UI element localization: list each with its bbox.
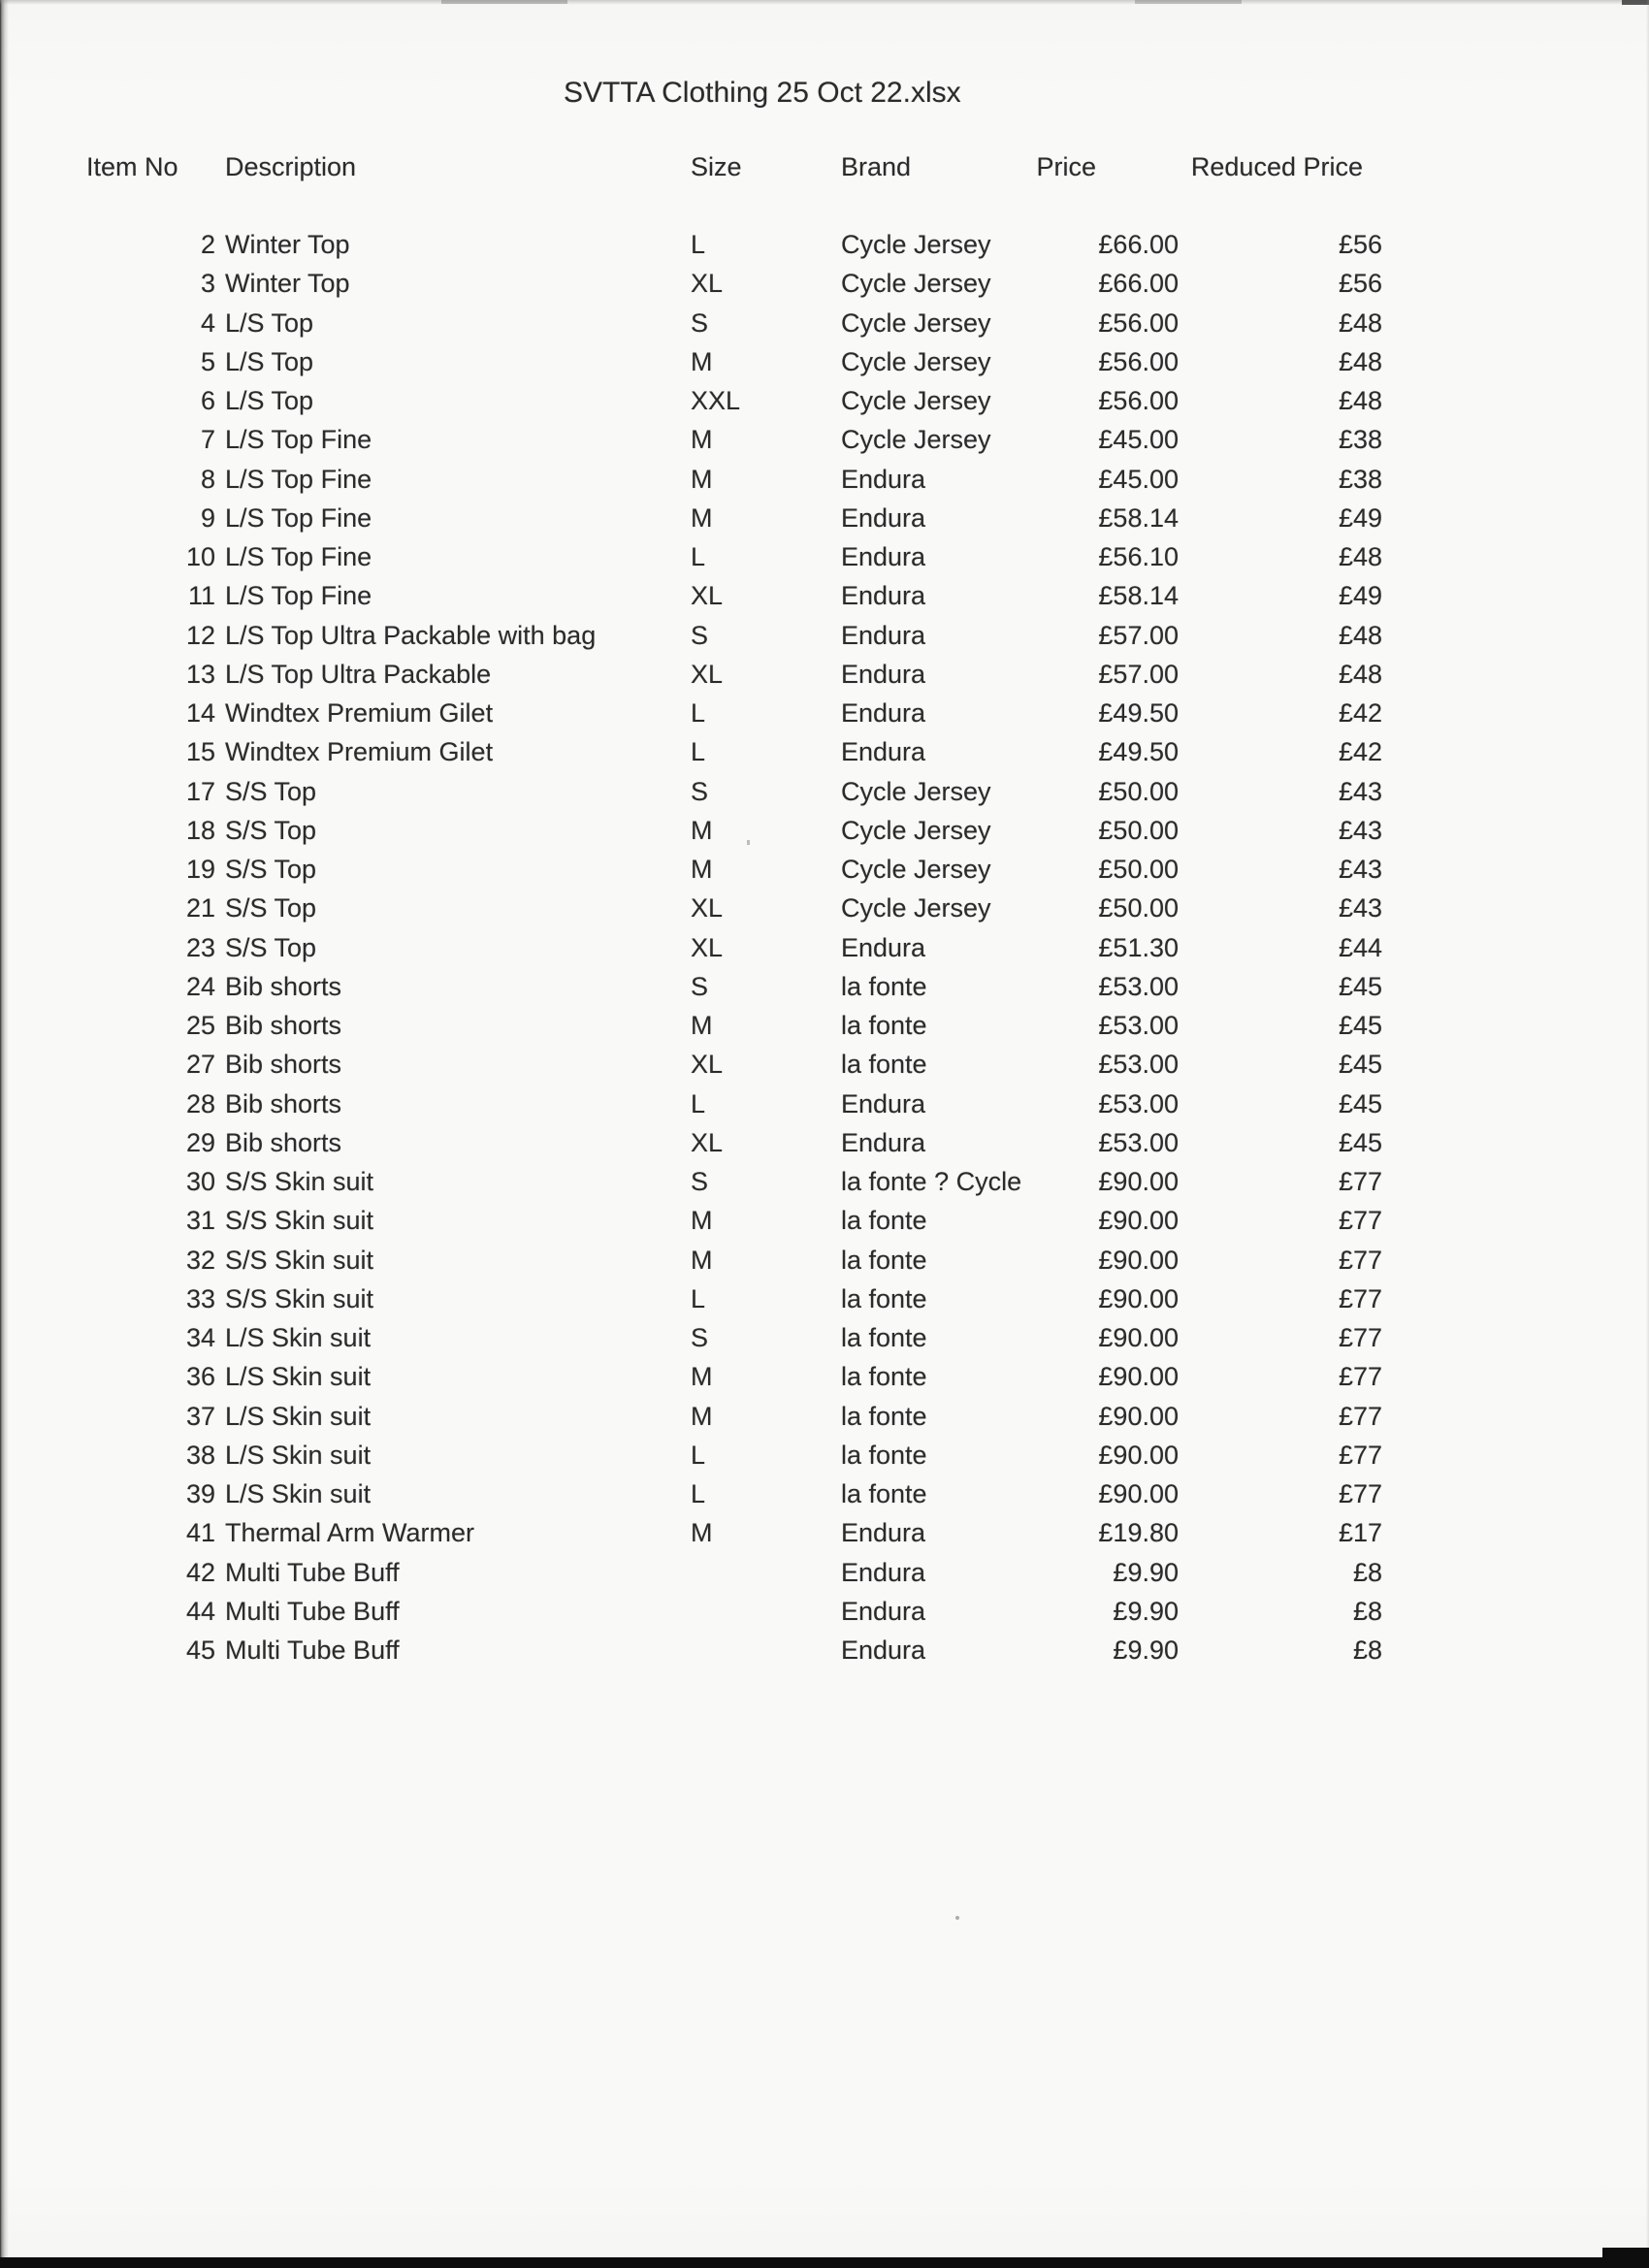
cell-reduced-price: £77 xyxy=(1338,1245,1382,1275)
cell-description: L/S Skin suit xyxy=(225,1401,372,1431)
cell-reduced-price: £45 xyxy=(1338,1011,1382,1040)
header-brand: Brand xyxy=(841,152,912,181)
cell-size: L xyxy=(691,1479,706,1508)
cell-size: XL xyxy=(691,659,724,689)
cell-brand: la fonte xyxy=(841,1479,927,1508)
cell-brand: Cycle Jersey xyxy=(841,230,991,259)
cell-reduced-price: £43 xyxy=(1338,815,1382,845)
cell-description: L/S Top xyxy=(225,346,314,376)
cell-price: £58.14 xyxy=(1098,581,1179,611)
cell-price: £90.00 xyxy=(1098,1440,1179,1470)
cell-item-no: 41 xyxy=(185,1518,215,1548)
scan-edge-bottom xyxy=(0,2257,1649,2268)
cell-item-no: 23 xyxy=(185,932,215,962)
cell-description: Windtex Premium Gilet xyxy=(225,737,494,767)
cell-price: £50.00 xyxy=(1098,815,1179,845)
cell-item-no: 34 xyxy=(185,1323,215,1352)
cell-size: M xyxy=(691,464,713,494)
cell-item-no: 44 xyxy=(185,1596,215,1626)
cell-reduced-price: £43 xyxy=(1338,893,1382,923)
table-row xyxy=(0,576,1382,615)
cell-reduced-price: £48 xyxy=(1338,308,1382,338)
cell-description: Multi Tube Buff xyxy=(225,1636,400,1665)
cell-brand: Cycle Jersey xyxy=(841,815,991,845)
cell-brand: Endura xyxy=(841,698,926,728)
cell-brand: Endura xyxy=(841,737,926,767)
cell-size: L xyxy=(691,737,706,767)
scan-edge-left xyxy=(0,0,9,2268)
cell-size: M xyxy=(691,1011,713,1040)
cell-brand: la fonte xyxy=(841,1283,927,1313)
cell-brand: Endura xyxy=(841,581,926,611)
cell-item-no: 33 xyxy=(185,1283,215,1313)
cell-description: L/S Top Fine xyxy=(225,581,372,611)
table-row xyxy=(0,304,1382,342)
cell-item-no: 29 xyxy=(185,1127,215,1157)
table-row xyxy=(0,655,1382,694)
cell-description: Bib shorts xyxy=(225,1088,342,1118)
cell-item-no: 32 xyxy=(185,1245,215,1275)
cell-description: L/S Top Ultra Packable with bag xyxy=(225,620,597,650)
cell-size: XL xyxy=(691,1127,724,1157)
cell-size: L xyxy=(691,1440,706,1470)
cell-description: Bib shorts xyxy=(225,1050,342,1080)
cell-size: S xyxy=(691,620,709,650)
cell-size xyxy=(689,1631,839,1669)
cell-price: £56.00 xyxy=(1098,346,1179,376)
cell-item-no: 8 xyxy=(200,464,215,494)
cell-brand: la fonte xyxy=(841,1401,927,1431)
document-title: SVTTA Clothing 25 Oct 22.xlsx xyxy=(564,77,961,109)
cell-price: £49.50 xyxy=(1098,737,1179,767)
cell-reduced-price: £56 xyxy=(1338,230,1382,259)
table-row xyxy=(0,1045,1382,1084)
cell-description: Bib shorts xyxy=(225,1011,342,1040)
cell-description: Bib shorts xyxy=(225,1127,342,1157)
cell-reduced-price: £45 xyxy=(1338,1127,1382,1157)
table-row xyxy=(0,811,1382,850)
cell-brand: Endura xyxy=(841,1557,926,1587)
cell-item-no: 21 xyxy=(185,893,215,923)
cell-price: £90.00 xyxy=(1098,1362,1179,1392)
table-row xyxy=(0,850,1382,889)
table-row xyxy=(0,1085,1382,1123)
cell-size: S xyxy=(691,1323,709,1352)
table-row xyxy=(0,1280,1382,1318)
cell-price: £53.00 xyxy=(1098,1127,1179,1157)
cell-size: L xyxy=(691,542,706,571)
cell-price: £53.00 xyxy=(1098,1011,1179,1040)
cell-item-no: 14 xyxy=(185,698,215,728)
cell-brand: Endura xyxy=(841,1518,926,1548)
cell-item-no: 19 xyxy=(185,855,215,884)
cell-brand: Cycle Jersey xyxy=(841,855,991,884)
cell-item-no: 31 xyxy=(185,1206,215,1236)
table-row xyxy=(0,1474,1382,1513)
cell-reduced-price: £48 xyxy=(1338,346,1382,376)
cell-item-no: 11 xyxy=(187,581,215,611)
cell-size: XXL xyxy=(691,386,741,415)
cell-description: L/S Top Fine xyxy=(225,542,372,571)
cell-price: £90.00 xyxy=(1098,1206,1179,1236)
cell-reduced-price: £77 xyxy=(1338,1440,1382,1470)
cell-item-no: 45 xyxy=(185,1636,215,1665)
cell-brand: Endura xyxy=(841,932,926,962)
cell-price: £53.00 xyxy=(1098,1050,1179,1080)
cell-brand: Cycle Jersey xyxy=(841,386,991,415)
table-row xyxy=(0,381,1382,420)
table-row xyxy=(0,1553,1382,1592)
table-row xyxy=(0,1241,1382,1280)
cell-item-no: 7 xyxy=(200,425,215,455)
cell-reduced-price: £48 xyxy=(1338,542,1382,571)
cell-description: Winter Top xyxy=(225,230,350,259)
table-row xyxy=(0,772,1382,811)
cell-size: L xyxy=(691,230,706,259)
table-row xyxy=(0,264,1382,303)
cell-price: £66.00 xyxy=(1098,269,1179,299)
cell-price: £57.00 xyxy=(1098,659,1179,689)
cell-brand: la fonte xyxy=(841,1206,927,1236)
table-row xyxy=(0,1436,1382,1474)
cell-brand: Endura xyxy=(841,502,926,533)
scan-corner-top-right xyxy=(1622,0,1649,5)
table-row xyxy=(0,1006,1382,1045)
cell-item-no: 15 xyxy=(185,737,215,767)
cell-item-no: 12 xyxy=(185,620,215,650)
cell-price: £45.00 xyxy=(1098,464,1179,494)
cell-description: Thermal Arm Warmer xyxy=(225,1518,475,1548)
cell-reduced-price: £43 xyxy=(1338,855,1382,884)
cell-brand: Cycle Jersey xyxy=(841,425,991,455)
cell-reduced-price: £42 xyxy=(1338,737,1382,767)
cell-description: S/S Skin suit xyxy=(225,1167,374,1196)
cell-item-no: 4 xyxy=(200,308,215,338)
cell-brand: Endura xyxy=(841,1127,926,1157)
cell-description: Multi Tube Buff xyxy=(225,1557,400,1587)
cell-size: M xyxy=(691,1362,713,1392)
cell-price: £19.80 xyxy=(1098,1518,1179,1548)
cell-reduced-price: £48 xyxy=(1338,659,1382,689)
table-row xyxy=(0,537,1382,576)
cell-reduced-price: £42 xyxy=(1338,698,1382,728)
cell-size: M xyxy=(691,1206,713,1236)
cell-size: L xyxy=(691,1088,706,1118)
scan-edge-top xyxy=(0,0,1649,5)
cell-price: £9.90 xyxy=(1113,1596,1179,1626)
cell-price: £53.00 xyxy=(1098,1088,1179,1118)
cell-item-no: 17 xyxy=(185,776,215,806)
cell-reduced-price: £8 xyxy=(1352,1596,1382,1626)
cell-item-no: 2 xyxy=(200,230,215,259)
cell-description: L/S Top Fine xyxy=(225,425,372,455)
cell-brand: la fonte ? Cycle xyxy=(841,1167,1022,1196)
cell-reduced-price: £48 xyxy=(1338,620,1382,650)
table-row xyxy=(0,1162,1382,1201)
cell-description: Multi Tube Buff xyxy=(225,1596,400,1626)
cell-price: £90.00 xyxy=(1098,1245,1179,1275)
cell-description: Windtex Premium Gilet xyxy=(225,698,494,728)
table-row xyxy=(0,967,1382,1006)
cell-brand: Endura xyxy=(841,1088,926,1118)
cell-reduced-price: £56 xyxy=(1338,269,1382,299)
cell-size: S xyxy=(691,308,709,338)
cell-size: L xyxy=(691,1283,706,1313)
cell-item-no: 28 xyxy=(185,1088,215,1118)
cell-price: £51.30 xyxy=(1098,932,1179,962)
cell-item-no: 39 xyxy=(185,1479,215,1508)
cell-reduced-price: £48 xyxy=(1338,386,1382,415)
cell-description: L/S Top xyxy=(225,308,314,338)
cell-item-no: 27 xyxy=(185,1050,215,1080)
cell-description: L/S Top Fine xyxy=(225,464,372,494)
table-row xyxy=(0,616,1382,655)
cell-brand: la fonte xyxy=(841,1011,927,1040)
table-row xyxy=(0,1357,1382,1396)
cell-reduced-price: £8 xyxy=(1352,1557,1382,1587)
cell-brand: Cycle Jersey xyxy=(841,776,991,806)
cell-brand: Cycle Jersey xyxy=(841,893,991,923)
cell-brand: la fonte xyxy=(841,1362,927,1392)
table-row xyxy=(0,225,1382,264)
table-row xyxy=(0,420,1382,459)
cell-item-no: 18 xyxy=(185,815,215,845)
cell-price: £9.90 xyxy=(1113,1636,1179,1665)
cell-size: M xyxy=(691,502,713,533)
cell-reduced-price: £77 xyxy=(1338,1167,1382,1196)
table-row xyxy=(0,1513,1382,1552)
cell-price: £56.00 xyxy=(1098,308,1179,338)
cell-description: L/S Skin suit xyxy=(225,1323,372,1352)
cell-price: £90.00 xyxy=(1098,1323,1179,1352)
cell-size: M xyxy=(691,1245,713,1275)
cell-item-no: 25 xyxy=(185,1011,215,1040)
cell-size: S xyxy=(691,776,709,806)
cell-reduced-price: £77 xyxy=(1338,1283,1382,1313)
cell-size: M xyxy=(691,1401,713,1431)
cell-brand: Endura xyxy=(841,464,926,494)
table-row xyxy=(0,499,1382,537)
cell-size: M xyxy=(691,855,713,884)
table-row xyxy=(0,889,1382,927)
table-row xyxy=(0,732,1382,771)
header-description: Description xyxy=(225,152,357,181)
cell-brand: la fonte xyxy=(841,1245,927,1275)
cell-reduced-price: £44 xyxy=(1338,932,1382,962)
cell-reduced-price: £43 xyxy=(1338,776,1382,806)
table-header-row xyxy=(0,147,1382,186)
cell-price: £58.14 xyxy=(1098,502,1179,533)
cell-brand: Cycle Jersey xyxy=(841,308,991,338)
table-row xyxy=(0,1631,1382,1669)
cell-item-no: 24 xyxy=(185,971,215,1001)
cell-brand: Endura xyxy=(841,659,926,689)
cell-reduced-price: £77 xyxy=(1338,1206,1382,1236)
cell-item-no: 3 xyxy=(200,269,215,299)
cell-price: £45.00 xyxy=(1098,425,1179,455)
cell-size: XL xyxy=(691,893,724,923)
scan-smudge-top-1 xyxy=(441,0,567,4)
cell-description: Bib shorts xyxy=(225,971,342,1001)
cell-price: £56.10 xyxy=(1098,542,1179,571)
cell-reduced-price: £77 xyxy=(1338,1401,1382,1431)
table-body xyxy=(0,225,1382,1669)
cell-size: XL xyxy=(691,1050,724,1080)
cell-item-no: 10 xyxy=(185,542,215,571)
cell-brand: Endura xyxy=(841,620,926,650)
cell-description: L/S Top Ultra Packable xyxy=(225,659,492,689)
cell-size: S xyxy=(691,971,709,1001)
cell-description: Winter Top xyxy=(225,269,350,299)
cell-price: £50.00 xyxy=(1098,893,1179,923)
table-row xyxy=(0,1592,1382,1631)
cell-reduced-price: £45 xyxy=(1338,1050,1382,1080)
cell-reduced-price: £8 xyxy=(1352,1636,1382,1665)
cell-price: £56.00 xyxy=(1098,386,1179,415)
cell-description: S/S Top xyxy=(225,932,317,962)
cell-size: M xyxy=(691,346,713,376)
cell-reduced-price: £38 xyxy=(1338,425,1382,455)
table-row xyxy=(0,928,1382,967)
cell-price: £90.00 xyxy=(1098,1167,1179,1196)
cell-size: S xyxy=(691,1167,709,1196)
cell-item-no: 42 xyxy=(185,1557,215,1587)
table-row xyxy=(0,1397,1382,1436)
cell-brand: Endura xyxy=(841,1636,926,1665)
table-row xyxy=(0,694,1382,732)
header-size: Size xyxy=(691,152,742,181)
cell-price: £90.00 xyxy=(1098,1479,1179,1508)
cell-price: £66.00 xyxy=(1098,230,1179,259)
cell-description: S/S Skin suit xyxy=(225,1206,374,1236)
scan-speck-1 xyxy=(955,1916,959,1920)
cell-size: XL xyxy=(691,932,724,962)
cell-price: £50.00 xyxy=(1098,855,1179,884)
cell-description: S/S Skin suit xyxy=(225,1283,374,1313)
cell-description: S/S Top xyxy=(225,815,317,845)
cell-reduced-price: £45 xyxy=(1338,971,1382,1001)
table-row xyxy=(0,1123,1382,1162)
cell-reduced-price: £77 xyxy=(1338,1479,1382,1508)
cell-item-no: 36 xyxy=(185,1362,215,1392)
cell-item-no: 9 xyxy=(200,502,215,533)
cell-size: XL xyxy=(691,581,724,611)
cell-size: M xyxy=(691,1518,713,1548)
cell-size xyxy=(689,1592,839,1631)
cell-brand: la fonte xyxy=(841,1050,927,1080)
cell-brand: la fonte xyxy=(841,1440,927,1470)
scan-corner-bottom-right xyxy=(1602,2248,1649,2268)
cell-reduced-price: £45 xyxy=(1338,1088,1382,1118)
cell-price: £90.00 xyxy=(1098,1283,1179,1313)
table-row xyxy=(0,1201,1382,1240)
header-reduced-price: Reduced Price xyxy=(1190,152,1363,181)
cell-item-no: 30 xyxy=(185,1167,215,1196)
cell-item-no: 37 xyxy=(185,1401,215,1431)
cell-size: M xyxy=(691,425,713,455)
table-row xyxy=(0,460,1382,499)
cell-description: S/S Skin suit xyxy=(225,1245,374,1275)
cell-brand: Endura xyxy=(841,1596,926,1626)
cell-description: S/S Top xyxy=(225,893,317,923)
scan-speck-2 xyxy=(747,840,750,845)
scan-smudge-top-2 xyxy=(1135,0,1242,4)
cell-brand: la fonte xyxy=(841,971,927,1001)
cell-item-no: 38 xyxy=(185,1440,215,1470)
cell-size: M xyxy=(691,815,713,845)
table-row xyxy=(0,342,1382,381)
cell-brand: Endura xyxy=(841,542,926,571)
cell-description: L/S Skin suit xyxy=(225,1479,372,1508)
header-item-no: Item No xyxy=(86,152,178,181)
cell-description: S/S Top xyxy=(225,855,317,884)
cell-price: £50.00 xyxy=(1098,776,1179,806)
cell-size: XL xyxy=(691,269,724,299)
cell-reduced-price: £77 xyxy=(1338,1362,1382,1392)
cell-price: £90.00 xyxy=(1098,1401,1179,1431)
cell-price: £49.50 xyxy=(1098,698,1179,728)
cell-reduced-price: £77 xyxy=(1338,1323,1382,1352)
cell-description: L/S Top xyxy=(225,386,314,415)
cell-price: £53.00 xyxy=(1098,971,1179,1001)
cell-reduced-price: £38 xyxy=(1338,464,1382,494)
cell-item-no: 6 xyxy=(200,386,215,415)
header-price: Price xyxy=(1036,152,1096,181)
cell-price: £9.90 xyxy=(1113,1557,1179,1587)
table-row xyxy=(0,1318,1382,1357)
cell-price: £57.00 xyxy=(1098,620,1179,650)
cell-size xyxy=(689,1553,839,1592)
cell-description: S/S Top xyxy=(225,776,317,806)
cell-reduced-price: £49 xyxy=(1338,581,1382,611)
cell-description: L/S Top Fine xyxy=(225,502,372,533)
cell-description: L/S Skin suit xyxy=(225,1362,372,1392)
cell-reduced-price: £17 xyxy=(1338,1518,1382,1548)
cell-brand: la fonte xyxy=(841,1323,927,1352)
cell-brand: Cycle Jersey xyxy=(841,269,991,299)
cell-item-no: 5 xyxy=(200,346,215,376)
cell-description: L/S Skin suit xyxy=(225,1440,372,1470)
cell-reduced-price: £49 xyxy=(1338,502,1382,533)
cell-brand: Cycle Jersey xyxy=(841,346,991,376)
cell-item-no: 13 xyxy=(185,659,215,689)
cell-size: L xyxy=(691,698,706,728)
